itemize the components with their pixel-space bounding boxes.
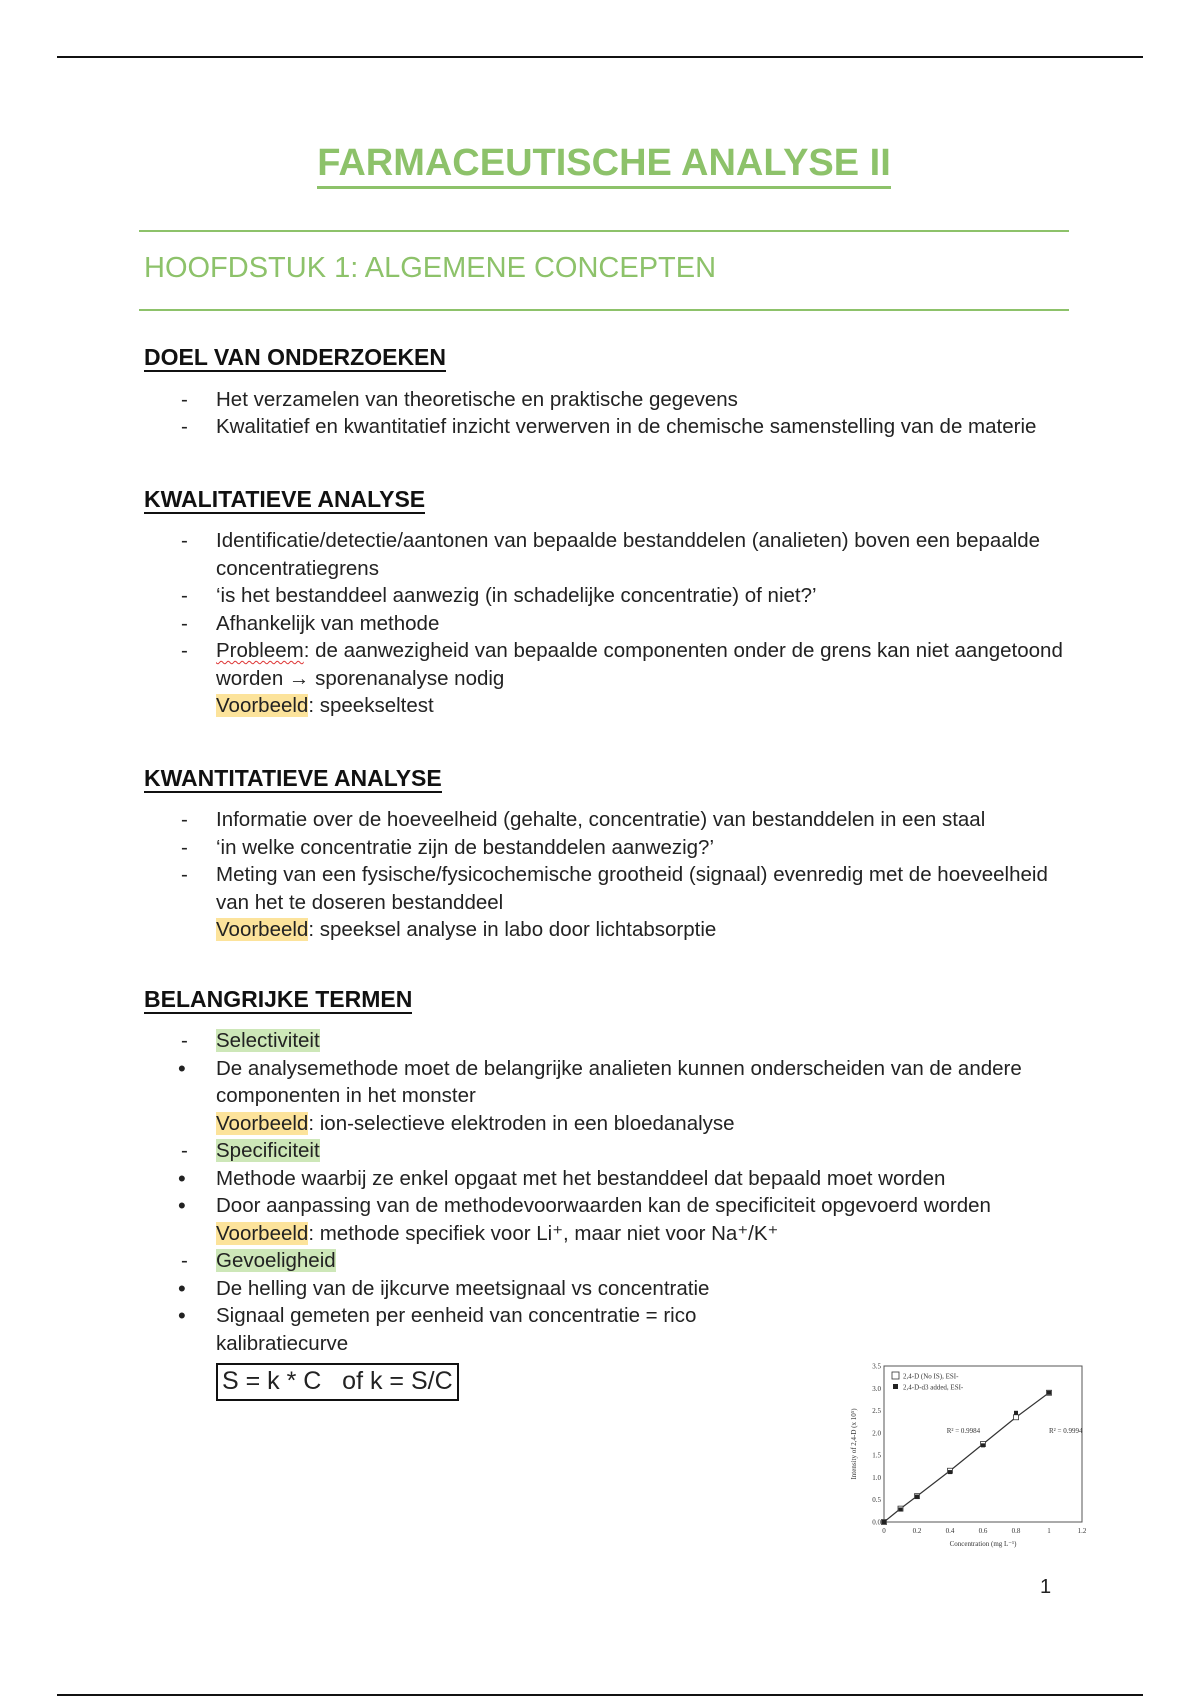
y-tick-label: 3.0 (872, 1384, 881, 1393)
chapter-rule-top (139, 230, 1069, 232)
x-tick-label: 0.6 (978, 1527, 988, 1535)
formula-box: S = k * C of k = S/C (216, 1363, 459, 1401)
list-item: - Kwalitatief en kwantitatief inzicht verwerven in de chemische samenstelling van de materie (144, 413, 1064, 441)
x-tick-label: 0 (882, 1527, 886, 1535)
chapter-rule-bottom (139, 309, 1069, 311)
y-tick-label: 2.0 (872, 1429, 881, 1438)
term-selectiviteit (144, 1027, 1064, 1137)
x-axis-label: Concentration (mg L⁻¹) (949, 1540, 1017, 1548)
voorbeeld-label: Voorbeeld (216, 918, 309, 941)
legend-label: 2,4-D-d3 added, ESI- (903, 1383, 964, 1392)
y-axis-label: Intensity of 2,4-D (x 10⁵) (850, 1408, 858, 1480)
voorbeeld-label: Voorbeeld (216, 1111, 309, 1135)
document-title: FARMACEUTISCHE ANALYSE II (144, 142, 1064, 185)
data-point (1014, 1411, 1018, 1415)
list-item-probleem (144, 637, 1064, 720)
x-tick-label: 1 (1047, 1527, 1051, 1535)
bullet-text: De analysemethode moet de belangrijke analieten kunnen onderscheiden van de andere componenten in het monster (216, 1056, 1022, 1107)
list-item: - ‘in welke concentratie zijn de bestanddelen aanwezig?’ (144, 834, 1064, 862)
y-tick-label: 3.5 (872, 1362, 881, 1371)
content (144, 344, 1064, 1401)
page-number: 1 (1040, 1576, 1052, 1598)
probleem-label: Probleem (216, 639, 304, 662)
voorbeeld-label: Voorbeeld (216, 1221, 309, 1245)
selectiviteit-bullets (144, 1055, 1064, 1138)
term-label: Gevoeligheid (216, 1249, 336, 1272)
bullet-item: • Methode waarbij ze enkel opgaat met het bestanddeel dat bepaald moet worden (144, 1165, 1064, 1193)
series-line (884, 1393, 1049, 1522)
section-heading-kwalitatief: KWALITATIEVE ANALYSE (144, 485, 426, 512)
legend-marker (893, 1384, 898, 1389)
section-heading-kwantitatief: KWANTITATIEVE ANALYSE (144, 764, 442, 791)
voorbeeld-label: Voorbeeld (216, 694, 309, 717)
specificiteit-bullets (144, 1165, 1064, 1248)
legend-label: 2,4-D (No IS), ESI- (903, 1372, 959, 1381)
data-point (899, 1508, 903, 1512)
term-label: Selectiviteit (216, 1029, 320, 1052)
bullet-text: Door aanpassing van de methodevoorwaarden kan de specificiteit opgevoerd worden (216, 1194, 991, 1217)
list-item (144, 861, 1064, 944)
term-specificiteit (144, 1137, 1064, 1247)
bullet-item (144, 1055, 1064, 1138)
probleem-text: : de aanwezigheid van bepaalde componenten onder de grens kan niet aangetoond worden → sporenanalyse nodig (216, 639, 1063, 690)
gevoeligheid-bullets (144, 1275, 824, 1358)
y-tick-label: 0.0 (872, 1518, 881, 1527)
doel-list (144, 386, 1064, 441)
y-tick-label: 2.5 (872, 1407, 881, 1416)
kwalitatief-list (144, 527, 1064, 720)
data-point (981, 1443, 985, 1447)
data-point (915, 1495, 919, 1499)
section-heading-doel: DOEL VAN ONDERZOEKEN (144, 344, 447, 370)
termen-list (144, 1027, 1064, 1401)
list-item: - ‘is het bestanddeel aanwezig (in schadelijke concentratie) of niet?’ (144, 582, 1064, 610)
chapter-title: HOOFDSTUK 1: ALGEMENE CONCEPTEN (144, 252, 717, 284)
section-heading-termen: BELANGRIJKE TERMEN (144, 985, 413, 1012)
bullet-item: • Signaal gemeten per eenheid van concentratie = rico kalibratiecurve (144, 1302, 824, 1357)
list-item: - Informatie over de hoeveelheid (gehalte, concentratie) van bestanddelen in een staal (144, 806, 1064, 834)
kwantitatief-list (144, 806, 1064, 944)
voorbeeld-text: : ion-selectieve elektroden in een bloedanalyse (308, 1111, 735, 1135)
r-squared-annotation: R² = 0.9994 (1049, 1426, 1083, 1435)
bullet-item: • De helling van de ijkcurve meetsignaal vs concentratie (144, 1275, 824, 1303)
x-tick-label: 0.8 (1011, 1527, 1021, 1535)
x-tick-label: 0.2 (912, 1527, 922, 1535)
top-rule (57, 56, 1143, 58)
list-item: - Het verzamelen van theoretische en praktische gegevens (144, 386, 1064, 414)
voorbeeld-text: : speeksel analyse in labo door lichtabsorptie (308, 918, 717, 941)
calibration-chart (846, 1358, 1094, 1558)
r-squared-annotation: R² = 0.9984 (946, 1426, 981, 1435)
y-tick-label: 1.5 (872, 1451, 881, 1460)
data-point (882, 1520, 886, 1524)
term-label: Specificiteit (216, 1139, 320, 1162)
voorbeeld-text: : speekseltest (308, 694, 434, 717)
data-point (948, 1470, 952, 1474)
data-point (1047, 1391, 1051, 1395)
bullet-item (144, 1192, 1064, 1247)
y-tick-label: 0.5 (872, 1496, 881, 1505)
list-item-text: Meting van een fysische/fysicochemische grootheid (signaal) evenredig met de hoeveelheid van het te doseren bestanddeel (216, 863, 1048, 914)
bottom-rule (57, 1694, 1143, 1696)
x-tick-label: 0.4 (945, 1527, 955, 1535)
data-point (1014, 1415, 1019, 1420)
y-tick-label: 1.0 (872, 1473, 881, 1482)
x-tick-label: 1.2 (1077, 1527, 1087, 1535)
list-item: - Identificatie/detectie/aantonen van bepaalde bestanddelen (analieten) boven een bepaalde concentratiegrens (144, 527, 1064, 582)
list-item: - Afhankelijk van methode (144, 610, 1064, 638)
legend-marker (892, 1372, 899, 1379)
voorbeeld-text: : methode specifiek voor Li⁺, maar niet voor Na⁺/K⁺ (308, 1221, 779, 1245)
